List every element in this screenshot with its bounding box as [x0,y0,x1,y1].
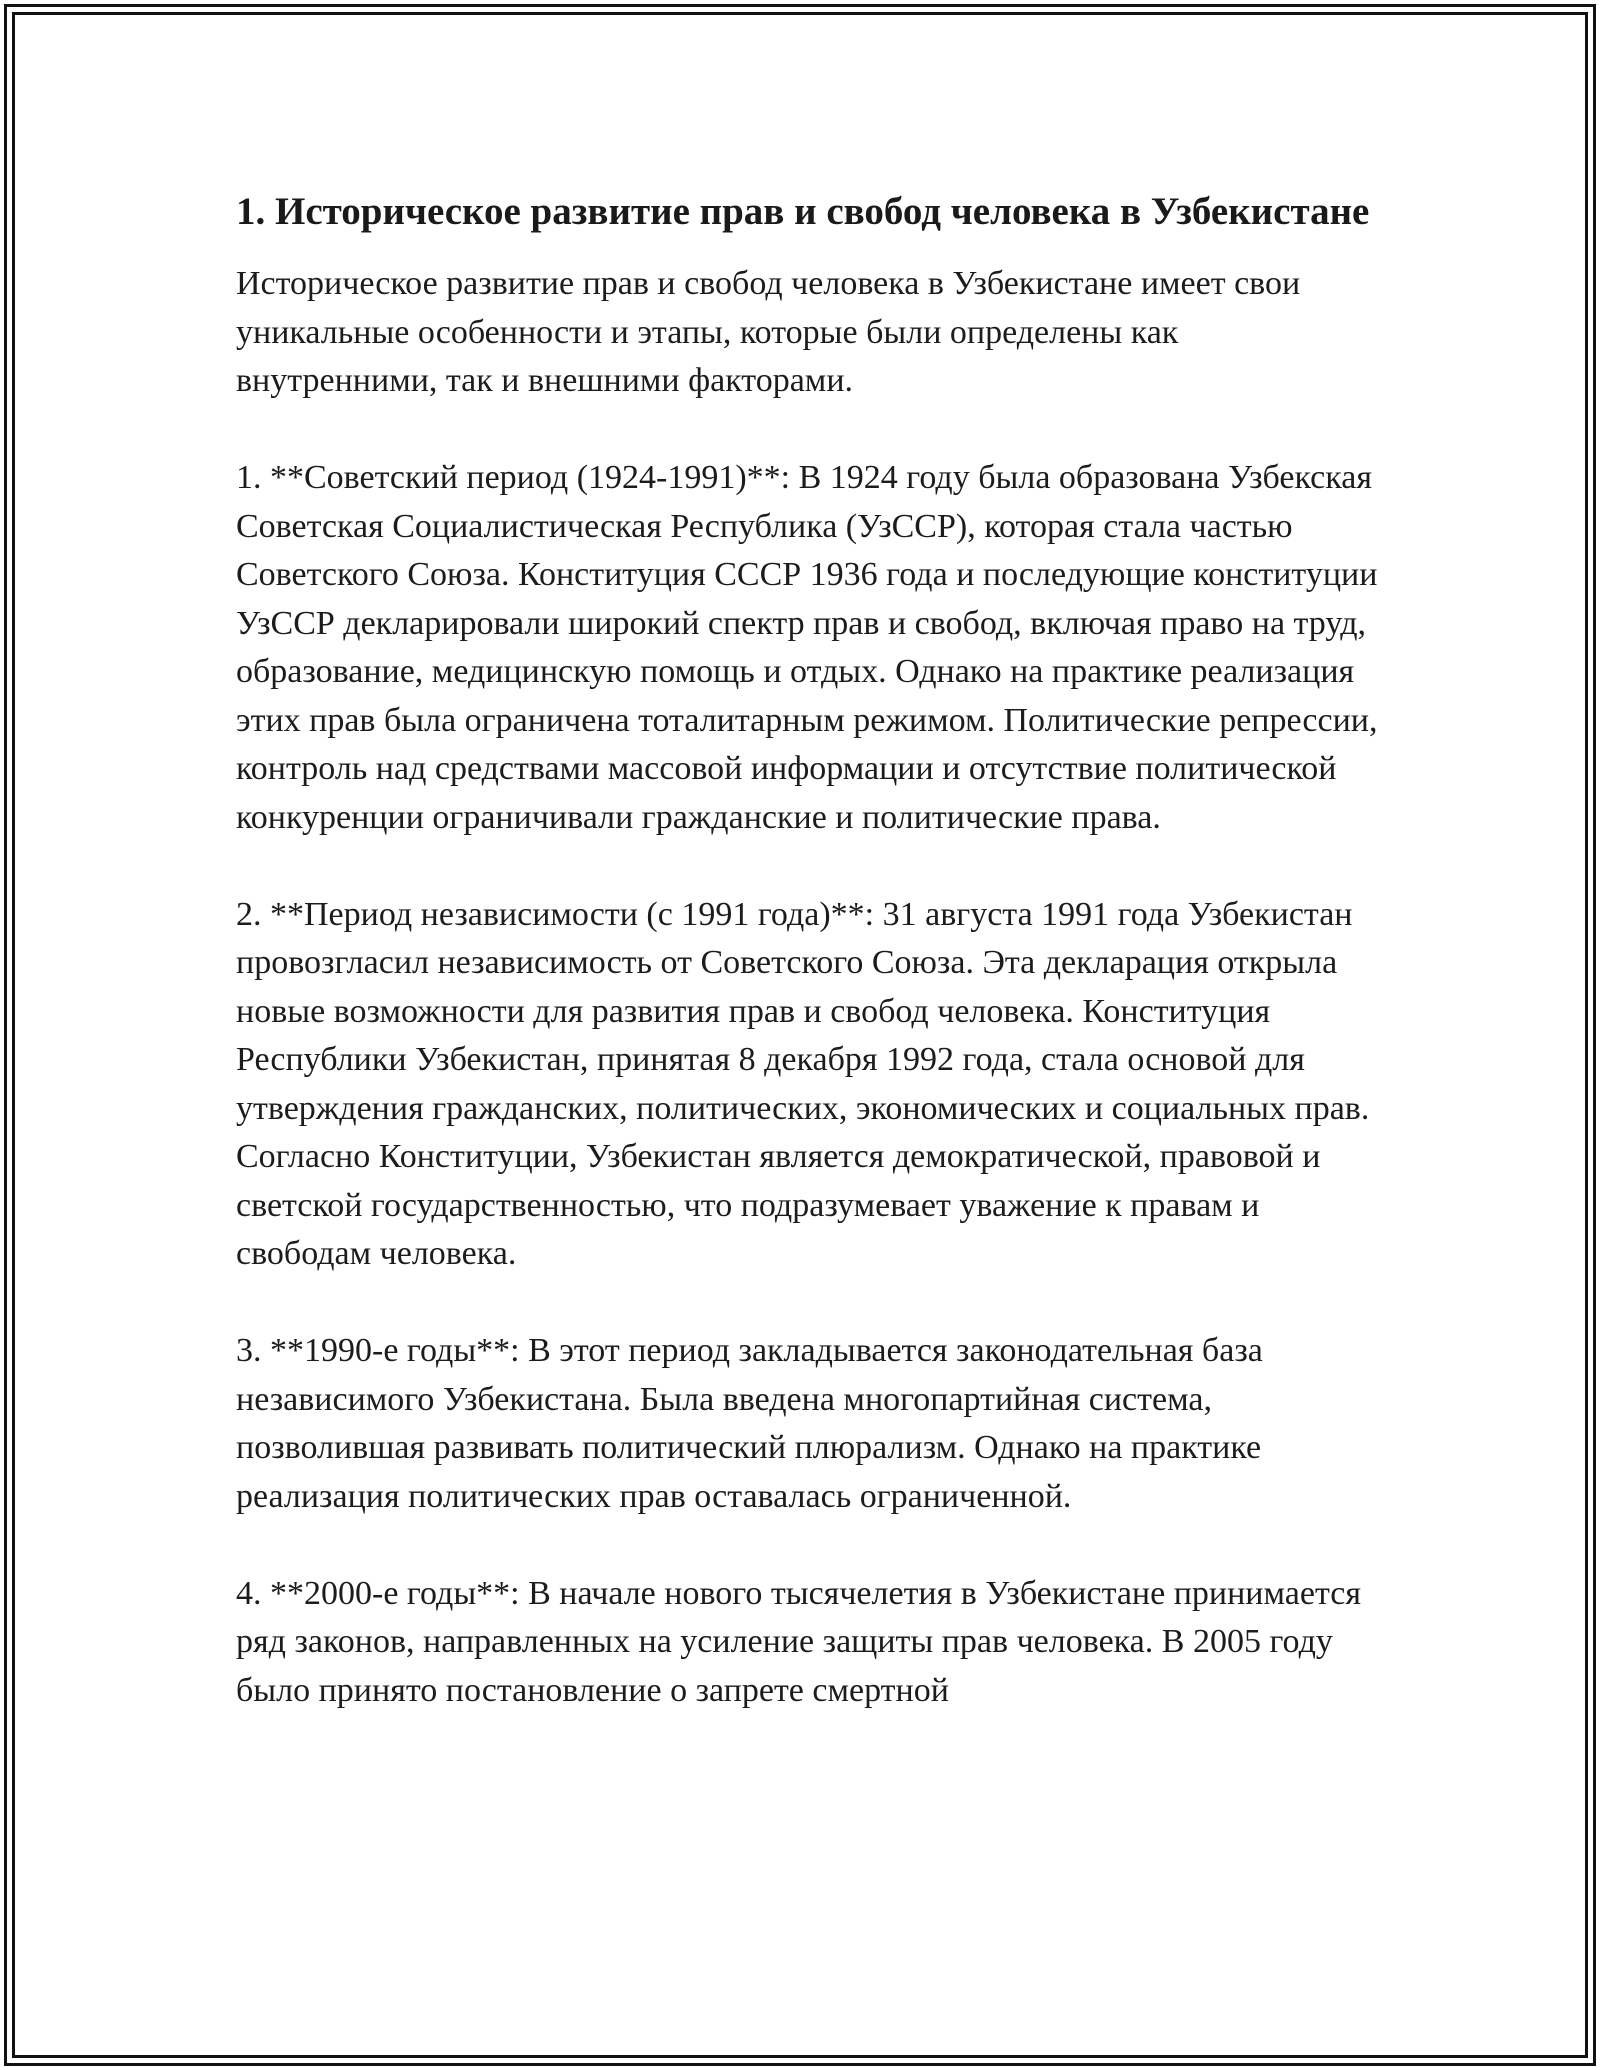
intro-paragraph: Историческое развитие прав и свобод человека в Узбекистане имеет свои уникальные особенности и этапы, которые были определены как внутренними, так и внешними факторами. [236,265,1301,399]
soviet-period-paragraph: 1. **Советский период (1924-1991)**: В 1924 году была образована Узбекская Советская Социалистическая Республика (УзССР), которая стала частью Советского Союза. Конституция СССР 1936 года и последующие конституции УзССР декларировали широкий спектр прав и свобод, включая право на труд, образование, медицинскую помощь и отдых. Однако на практике реализация этих прав была ограничена тоталитарным режимом. Политические репрессии, контроль над средствами массовой информации и отсутствие политической конкуренции ограничивали гражданские и политические права. [236,459,1378,836]
independence-period-paragraph: 2. **Период независимости (с 1991 года)**: 31 августа 1991 года Узбекистан провозгласил независимость от Советского Союза. Эта декларация открыла новые возможности для развития прав и свобод человека. Конституция Республики Узбекистан, принятая 8 декабря 1992 года, стала основой для утверждения гражданских, политических, экономических и социальных прав. Согласно Конституции, Узбекистан является демократической, правовой и светской государственностью, что подразумевает уважение к правам и свободам человека. [236,895,1370,1272]
document-paragraphs [236,260,1386,1715]
document-title: 1. Историческое развитие прав и свобод человека в Узбекистане [236,190,1370,233]
two-thousands-paragraph: 4. **2000-е годы**: В начале нового тысячелетия в Узбекистане принимается ряд законов, направленных на усиление защиты прав человека. В 2005 году было принято постановление о запрете смертной [236,1574,1361,1709]
document-body [236,184,1386,1715]
nineties-paragraph: 3. **1990-е годы**: В этот период закладывается законодательная база независимого Узбекистана. Была введена многопартийная система, позволившая развивать политический плюрализм. Однако на практике реализация политических прав оставалась ограниченной. [236,1332,1263,1515]
